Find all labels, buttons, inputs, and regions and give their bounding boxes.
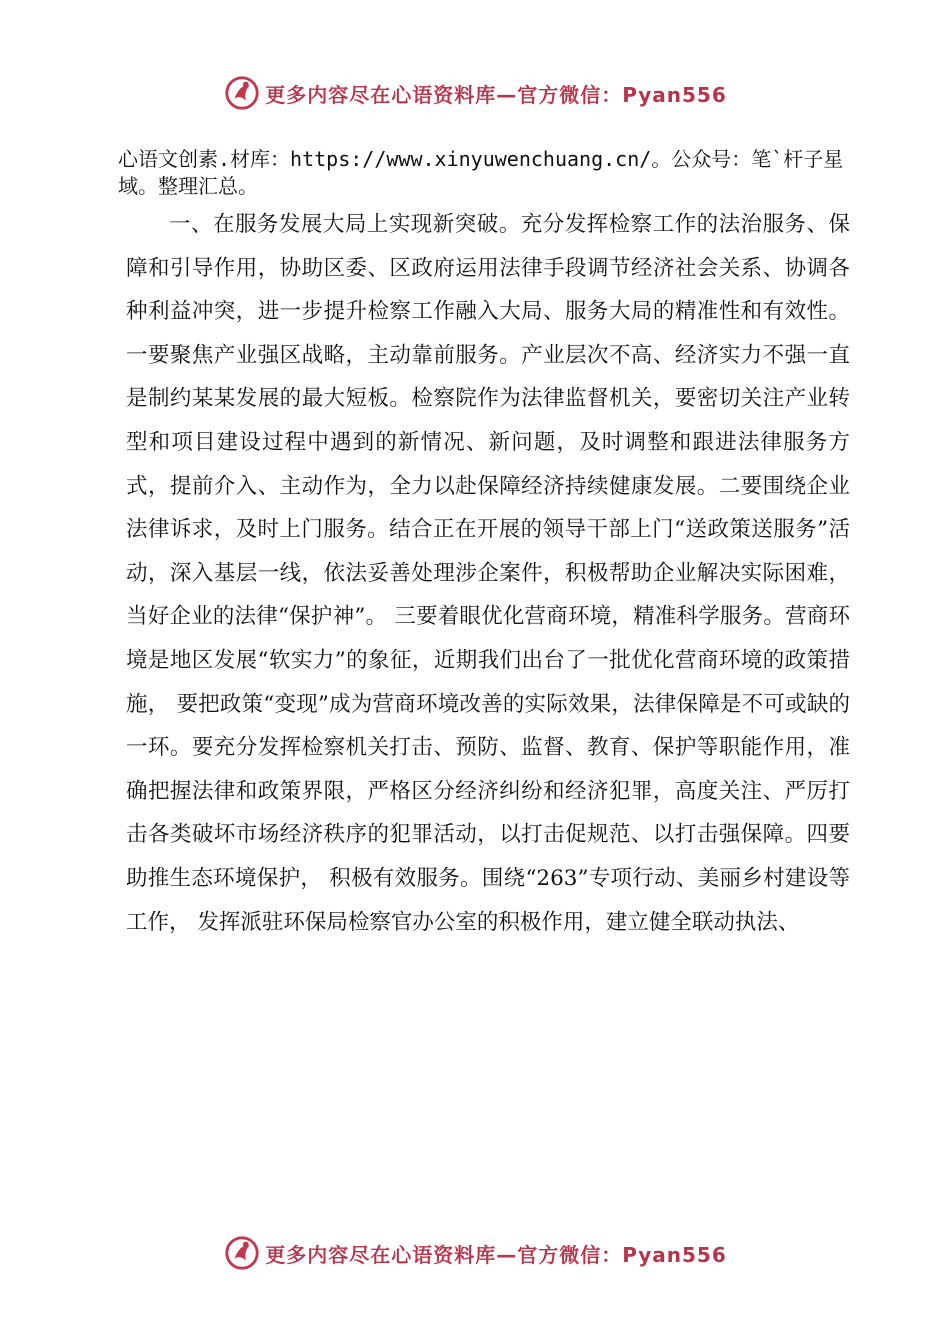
- header-banner-text: 更多内容尽在心语资料库—官方微信：Pyan556: [265, 82, 727, 107]
- header-banner: [0, 68, 950, 118]
- stylized-figure-logo-icon: [223, 1234, 261, 1272]
- stylized-figure-logo-icon: [223, 74, 261, 112]
- footer-banner-text: 更多内容尽在心语资料库—官方微信：Pyan556: [265, 1242, 727, 1267]
- body-paragraph: 一、在服务发展大局上实现新突破。充分发挥检察工作的法治服务、保障和引导作用，协助区委、区政府运用法律手段调节经济社会关系、协调各种利益冲突，进一步提升检察工作融入大局、服务大局的精准性和有效性。一要聚焦产业强区战略，主动靠前服务。产业层次不高、经济实力不强一直是制约某某发展的最大短板。检察院作为法律监督机关，要密切关注产业转型和项目建设过程中遇到的新情况、新问题，及时调整和跟进法律服务方式，提前介入、主动作为，全力以赴保障经济持续健康发展。二要围绕企业法律诉求，及时上门服务。结合正在开展的领导干部上门“送政策送服务”活动，深入基层一线，依法妥善处理涉企案件，积极帮助企业解决实际困难，当好企业的法律“保护神”。 三要着眼优化营商环境，精准科学服务。营商环境是地区发展“软实力”的象征，近期我们出台了一批优化营商环境的政策措施， 要把政策“变现”成为营商环境改善的实际效果，法律保障是不可或缺的一环。要充分发挥检察机关打击、预防、监督、教育、保护等职能作用，准确把握法律和政策界限，严格区分经济纠纷和经济犯罪，高度关注、严厉打击各类破坏市场经济秩序的犯罪活动，以打击促规范、以打击强保障。四要助推生态环境保护， 积极有效服务。围绕“263”专项行动、美丽乡村建设等工作， 发挥派驻环保局检察官办公室的积极作用，建立健全联动执法、: [126, 212, 850, 935]
- source-note: 心语文创素.材库：https://www.xinyuwenchuang.cn/。公众号：笔`杆子星域。整理汇总。: [118, 147, 844, 198]
- footer-banner: [0, 1228, 950, 1278]
